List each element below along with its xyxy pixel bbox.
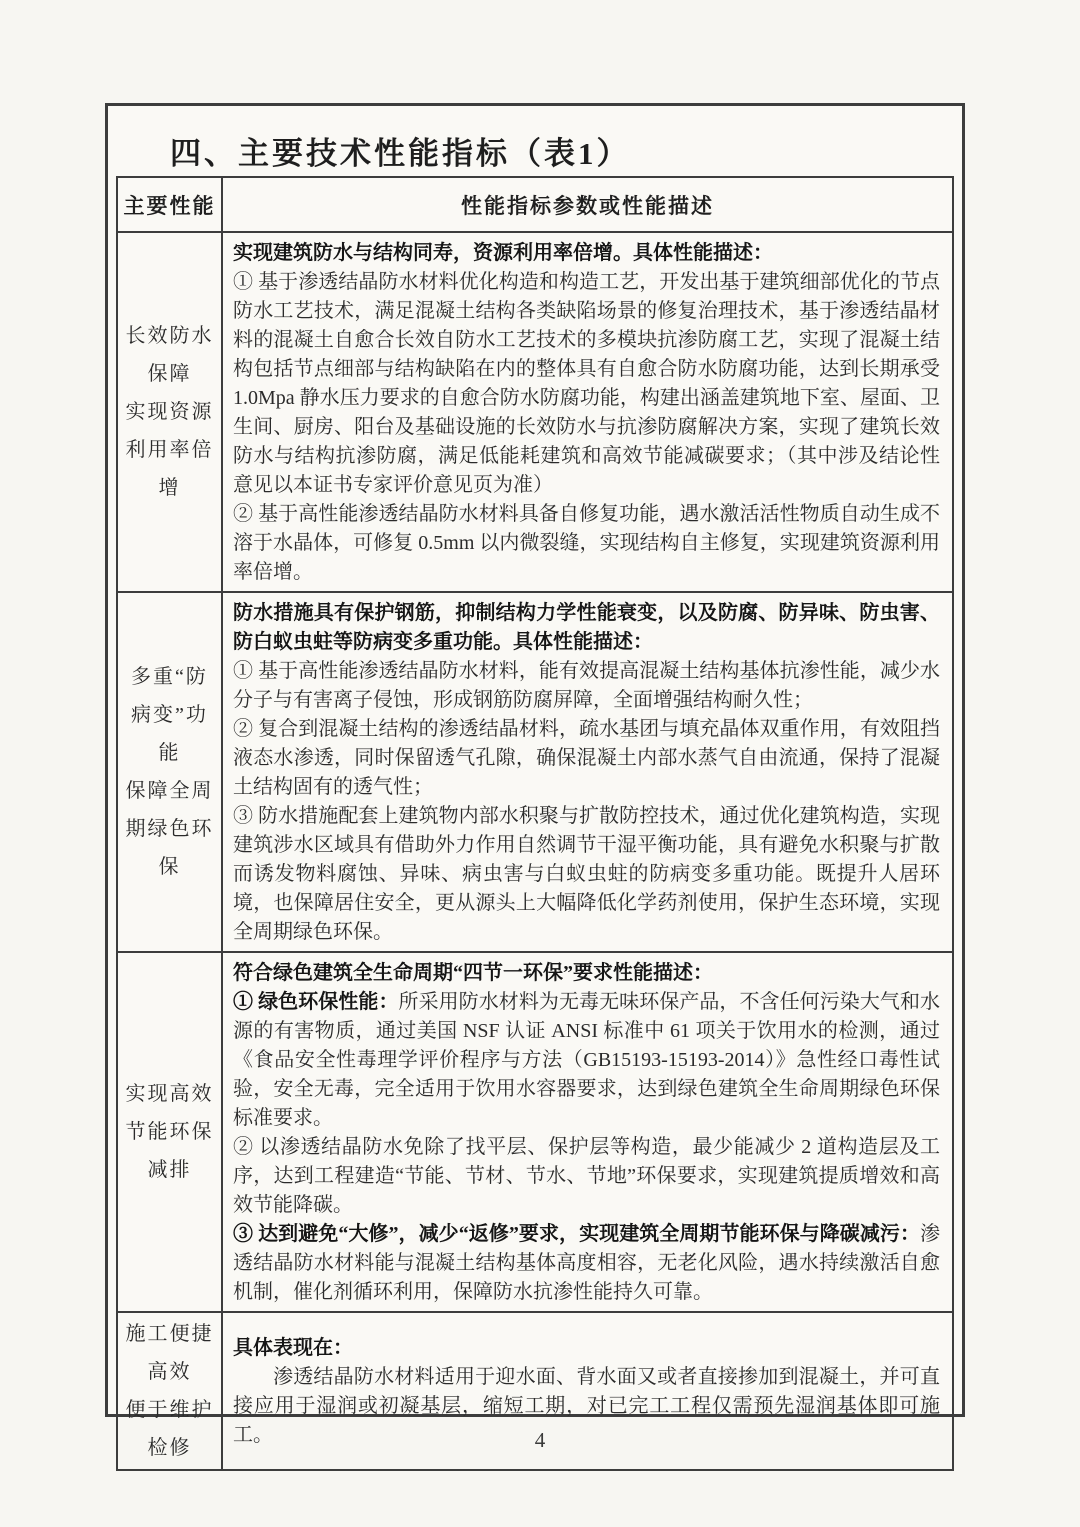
row-label-line: 多重“防 [131,666,208,688]
row-item-3-label: ③ 达到避免“大修”，减少“返修”要求，实现建筑全周期节能环保与降碳减污： [233,1223,920,1245]
row-lead-text: 具体表现在： [233,1337,353,1359]
row-label-line: 保 [158,856,181,878]
header-main-performance: 主要性能 [117,177,222,232]
row-item-3-text: 渗透结晶防水材料能与混凝土结构基体高度相容，无老化风险，遇水持续激活自愈机制，催化剂循环利用，保障防水抗渗性能持久可靠。 [233,1223,940,1303]
row-label-line: 节能环保 [125,1121,214,1143]
header-performance-description: 性能指标参数或性能描述 [222,177,953,232]
row-item-1 [233,988,940,1133]
row-label-line: 检修 [147,1437,192,1459]
row-label-line: 利用率倍 [125,439,214,461]
row-label [117,592,222,952]
row-label-line: 期绿色环 [125,818,214,840]
row-label-line: 增 [158,477,181,499]
row-label-line: 保障全周 [125,780,214,802]
row-item-2: ② 以渗透结晶防水免除了找平层、保护层等构造，最少能减少 2 道构造层及工序，达到工程建造“节能、节材、节水、节地”环保要求，实现建筑提质增效和高效节能降碳。 [233,1136,940,1216]
table-row-energy-saving [117,952,953,1312]
row-label-line: 长效防水 [125,325,214,347]
row-label-line: 减排 [147,1159,192,1181]
row-item-1: ① 基于渗透结晶防水材料优化构造和构造工艺，开发出基于建筑细部优化的节点防水工艺技术，满足混凝土结构各类缺陷场景的修复治理技术，基于渗透结晶材料的混凝土自愈合长效自防水工艺技术的多模块抗渗防腐工艺，实现了混凝土结构包括节点细部与结构缺陷在内的整体具有自愈合防水防腐功能，达到长期承受 1.0Mpa 静水压力要求的自愈合防水防腐功能，构建出涵盖建筑地下室、屋面、卫生间、厨房、阳台及基础设施的长效防水与抗渗防腐解决方案，实现了建筑长效防水与结构抗渗防腐，满足低能耗建筑和高效节能减碳要求；（其中涉及结论性意见以本证书专家评价意见页为准） [233,271,940,496]
page-number: 4 [534,1428,546,1452]
row-item-2: ② 复合到混凝土结构的渗透结晶材料，疏水基团与填充晶体双重作用，有效阻挡液态水渗透，同时保留透气孔隙，确保混凝土内部水蒸气自由流通，保持了混凝土结构固有的透气性； [233,718,940,798]
row-label-line: 施工便捷 [125,1323,214,1345]
table-row-waterproof-longevity [117,232,953,592]
row-label [117,232,222,592]
row-label-line: 便于维护 [125,1399,214,1421]
page-title: 四、主要技术性能指标（表1） [170,136,631,171]
row-lead-text: 防水措施具有保护钢筋，抑制结构力学性能衰变，以及防腐、防异味、防虫害、防白蚁虫蛀等防病变多重功能。具体性能描述： [233,602,940,653]
row-label-line: 实现资源 [125,401,214,423]
row-content [222,232,953,592]
row-content [222,592,953,952]
row-item-1-label: ① 绿色环保性能： [233,991,399,1013]
row-lead-text: 符合绿色建筑全生命周期“四节一环保”要求性能描述： [233,962,713,984]
row-lead-text: 实现建筑防水与结构同寿，资源利用率倍增。具体性能描述： [233,242,773,264]
row-label-line: 保障 [147,363,192,385]
row-label-line: 高效 [147,1361,192,1383]
page-border-box [105,103,965,1459]
row-item-3 [233,1220,940,1307]
row-item-2: ② 基于高性能渗透结晶防水材料具备自修复功能，遇水激活活性物质自动生成不溶于水晶体，可修复 0.5mm 以内微裂缝，实现结构自主修复，实现建筑资源利用率倍增。 [233,503,940,583]
row-label-line: 病变”功 [131,704,208,726]
row-label-line: 实现高效 [125,1083,214,1105]
row-body-text: 渗透结晶防水材料适用于迎水面、背水面又或者直接掺加到混凝土，并可直接应用于湿润或初凝基层，缩短工期，对已完工工程仅需预先湿润基体即可施工。 [233,1366,940,1446]
table-header-row [117,177,953,232]
row-label-line: 能 [158,742,181,764]
performance-table [116,176,954,1471]
table-row-multi-protection [117,592,953,952]
row-item-3: ③ 防水措施配套上建筑物内部水积聚与扩散防控技术，通过优化建筑构造，实现建筑涉水区域具有借助外力作用自然调节干湿平衡功能，具有避免水积聚与扩散而诱发物料腐蚀、异味、病虫害与白蚁虫蛀的防病变多重功能。既提升人居环境，也保障居住安全，更从源头上大幅降低化学药剂使用，保护生态环境，实现全周期绿色环保。 [233,805,940,943]
row-content [222,952,953,1312]
row-item-1: ① 基于高性能渗透结晶防水材料，能有效提高混凝土结构基体抗渗性能，减少水分子与有害离子侵蚀，形成钢筋防腐屏障，全面增强结构耐久性； [233,660,940,711]
row-label [117,952,222,1312]
row-item-1-text: 所采用防水材料为无毒无味环保产品，不含任何污染大气和水源的有害物质，通过美国 NSF 认证 ANSI 标准中 61 项关于饮用水的检测，通过《食品安全性毒理学评价程序与方法（GB15193-15193-2014）》急性经口毒性试验，安全无毒，完全适用于饮用水容器要求，达到绿色建筑全生命周期绿色环保标准要求。 [233,991,941,1129]
